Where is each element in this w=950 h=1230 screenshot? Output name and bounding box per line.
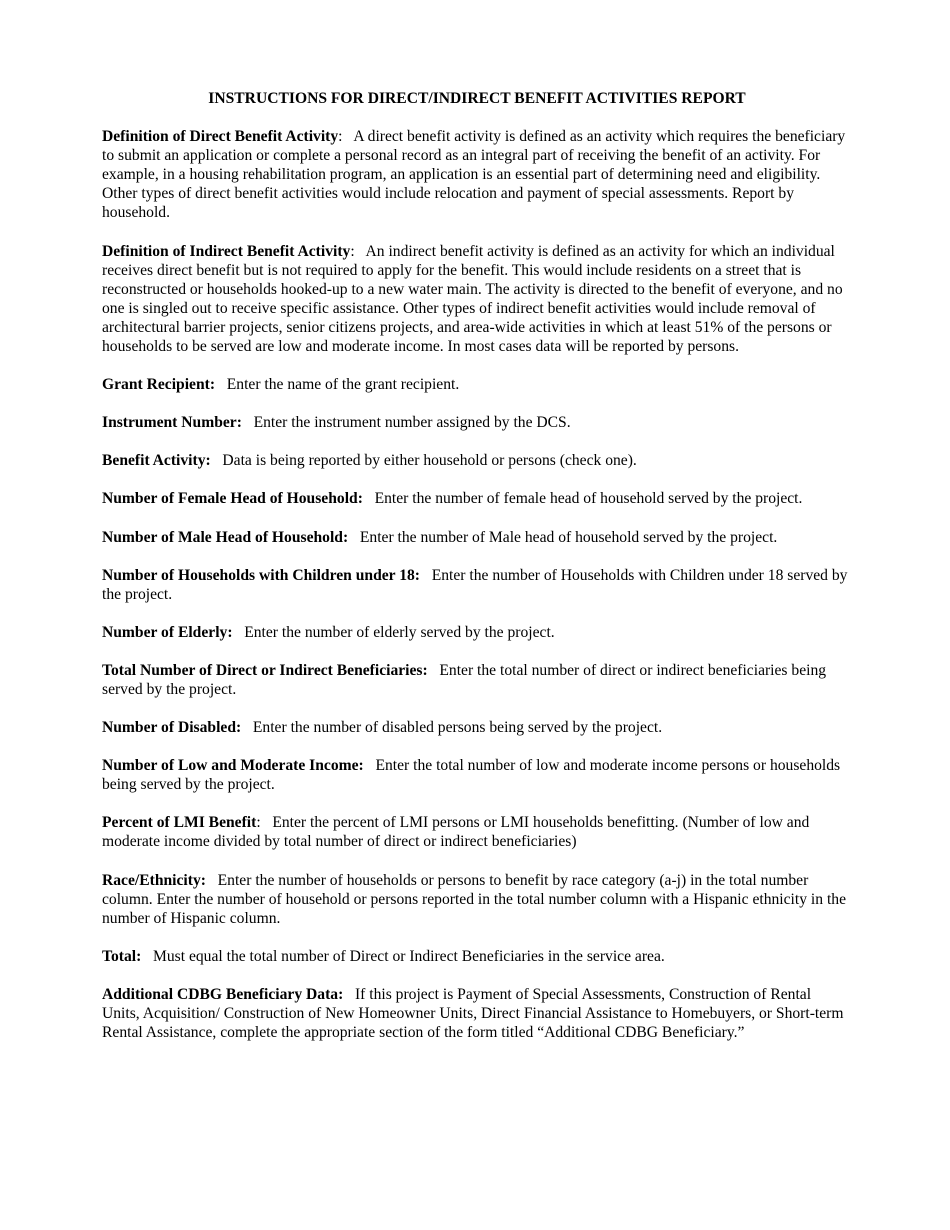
- section-text: Must equal the total number of Direct or Indirect Beneficiaries in the service area.: [152, 947, 665, 965]
- section-separator: [215, 376, 227, 393]
- section-low-moderate-income: [102, 756, 852, 794]
- section-separator: [420, 567, 432, 584]
- section-grant-recipient: [102, 375, 852, 394]
- section-text: Enter the instrument number assigned by the DCS.: [253, 414, 571, 432]
- section-term: Total:: [102, 947, 142, 965]
- section-text: Enter the number of elderly served by the project.: [244, 623, 555, 641]
- section-total-beneficiaries: [102, 661, 852, 699]
- section-race-ethnicity: [102, 871, 852, 928]
- section-female-head-of-household: [102, 489, 852, 508]
- section-text: Enter the number of female head of household served by the project.: [374, 490, 803, 508]
- section-term: Benefit Activity:: [102, 452, 211, 470]
- section-term: Number of Households with Children under 18:: [102, 566, 420, 584]
- section-disabled: [102, 718, 852, 737]
- section-term: Number of Male Head of Household:: [102, 528, 349, 546]
- section-elderly: [102, 623, 852, 642]
- section-separator: [141, 948, 153, 965]
- section-male-head-of-household: [102, 528, 852, 547]
- section-term: Definition of Indirect Benefit Activity: [102, 242, 351, 260]
- section-separator: [242, 414, 254, 431]
- section-text: Enter the number of Male head of household served by the project.: [359, 528, 778, 546]
- section-text: If this project is Payment of Special Assessments, Construction of Rental Units, Acquisition/ Construction of New Homeowner Units, Direct Financial Assistance to Homebuyers, or Short-term Rental Assistance, complete the appropriate section of the form titled “Additional CDBG Beneficiary.”: [102, 985, 844, 1042]
- section-percent-lmi-benefit: [102, 813, 852, 851]
- section-direct-benefit-definition: [102, 127, 852, 222]
- section-separator: [428, 662, 440, 679]
- section-term: Total Number of Direct or Indirect Beneficiaries:: [102, 661, 428, 679]
- section-text: A direct benefit activity is defined as an activity which requires the beneficiary to submit an application or complete a personal record as an integral part of receiving the benefit of an activity. For example, in a housing rehabilitation program, an application is an essential part of determining need and eligibility. Other types of direct benefit activities would include relocation and payment of special assessments. Report by household.: [102, 128, 846, 222]
- section-term: Additional CDBG Beneficiary Data:: [102, 985, 344, 1003]
- section-additional-cdbg-data: [102, 985, 852, 1042]
- section-term: Instrument Number:: [102, 414, 242, 432]
- section-term: Number of Low and Moderate Income:: [102, 757, 364, 775]
- section-text: Enter the number of Households with Children under 18 served by the project.: [102, 566, 848, 603]
- section-text: Enter the total number of direct or indirect beneficiaries being served by the project.: [102, 661, 827, 698]
- section-separator: [348, 529, 360, 546]
- section-separator: [343, 986, 355, 1003]
- document-title: INSTRUCTIONS FOR DIRECT/INDIRECT BENEFIT ACTIVITIES REPORT: [208, 90, 746, 107]
- section-text: Data is being reported by either household or persons (check one).: [222, 452, 637, 470]
- section-separator: [211, 452, 223, 469]
- section-term: Number of Female Head of Household:: [102, 490, 363, 508]
- section-text: Enter the total number of low and moderate income persons or households being served by the project.: [102, 757, 841, 794]
- section-total: [102, 947, 852, 966]
- section-separator: [206, 872, 218, 889]
- section-separator: [364, 757, 376, 774]
- section-separator: :: [338, 128, 354, 146]
- section-term: Number of Elderly:: [102, 623, 233, 641]
- section-term: Definition of Direct Benefit Activity: [102, 128, 339, 146]
- section-instrument-number: [102, 413, 852, 432]
- document-page: [102, 89, 852, 1061]
- section-separator: :: [256, 814, 273, 832]
- section-separator: [233, 624, 245, 641]
- section-indirect-benefit-definition: [102, 242, 852, 357]
- section-term: Percent of LMI Benefit: [102, 814, 257, 832]
- section-separator: :: [350, 242, 366, 260]
- section-text: An indirect benefit activity is defined as an activity for which an individual receives direct benefit but is not required to apply for the benefit. This would include residents on a street that is reconstructed or households hooked-up to a new water main. The activity is directed to the benefit of everyone, and no one is singled out to receive specific assistance. Other types of indirect benefit activities would include removal of architectural barrier projects, senior citizens projects, and area-wide activities in which at least 51% of the persons or households to be served are low and moderate income. In most cases data will be reported by persons.: [102, 242, 843, 356]
- section-term: Grant Recipient:: [102, 376, 216, 394]
- section-households-with-children: [102, 566, 852, 604]
- section-separator: [363, 490, 375, 507]
- section-term: Number of Disabled:: [102, 719, 242, 737]
- section-text: Enter the number of households or persons to benefit by race category (a-j) in the total number column. Enter the number of household or persons reported in the total number column with a Hispanic ethnicity in the number of Hispanic column.: [102, 871, 846, 927]
- section-text: Enter the percent of LMI persons or LMI households benefitting. (Number of low and moderate income divided by total number of direct or indirect beneficiaries): [102, 814, 810, 851]
- section-text: Enter the number of disabled persons being served by the project.: [252, 719, 663, 737]
- section-text: Enter the name of the grant recipient.: [226, 376, 460, 394]
- section-term: Race/Ethnicity:: [102, 871, 206, 889]
- section-benefit-activity: [102, 451, 852, 470]
- section-separator: [241, 719, 253, 736]
